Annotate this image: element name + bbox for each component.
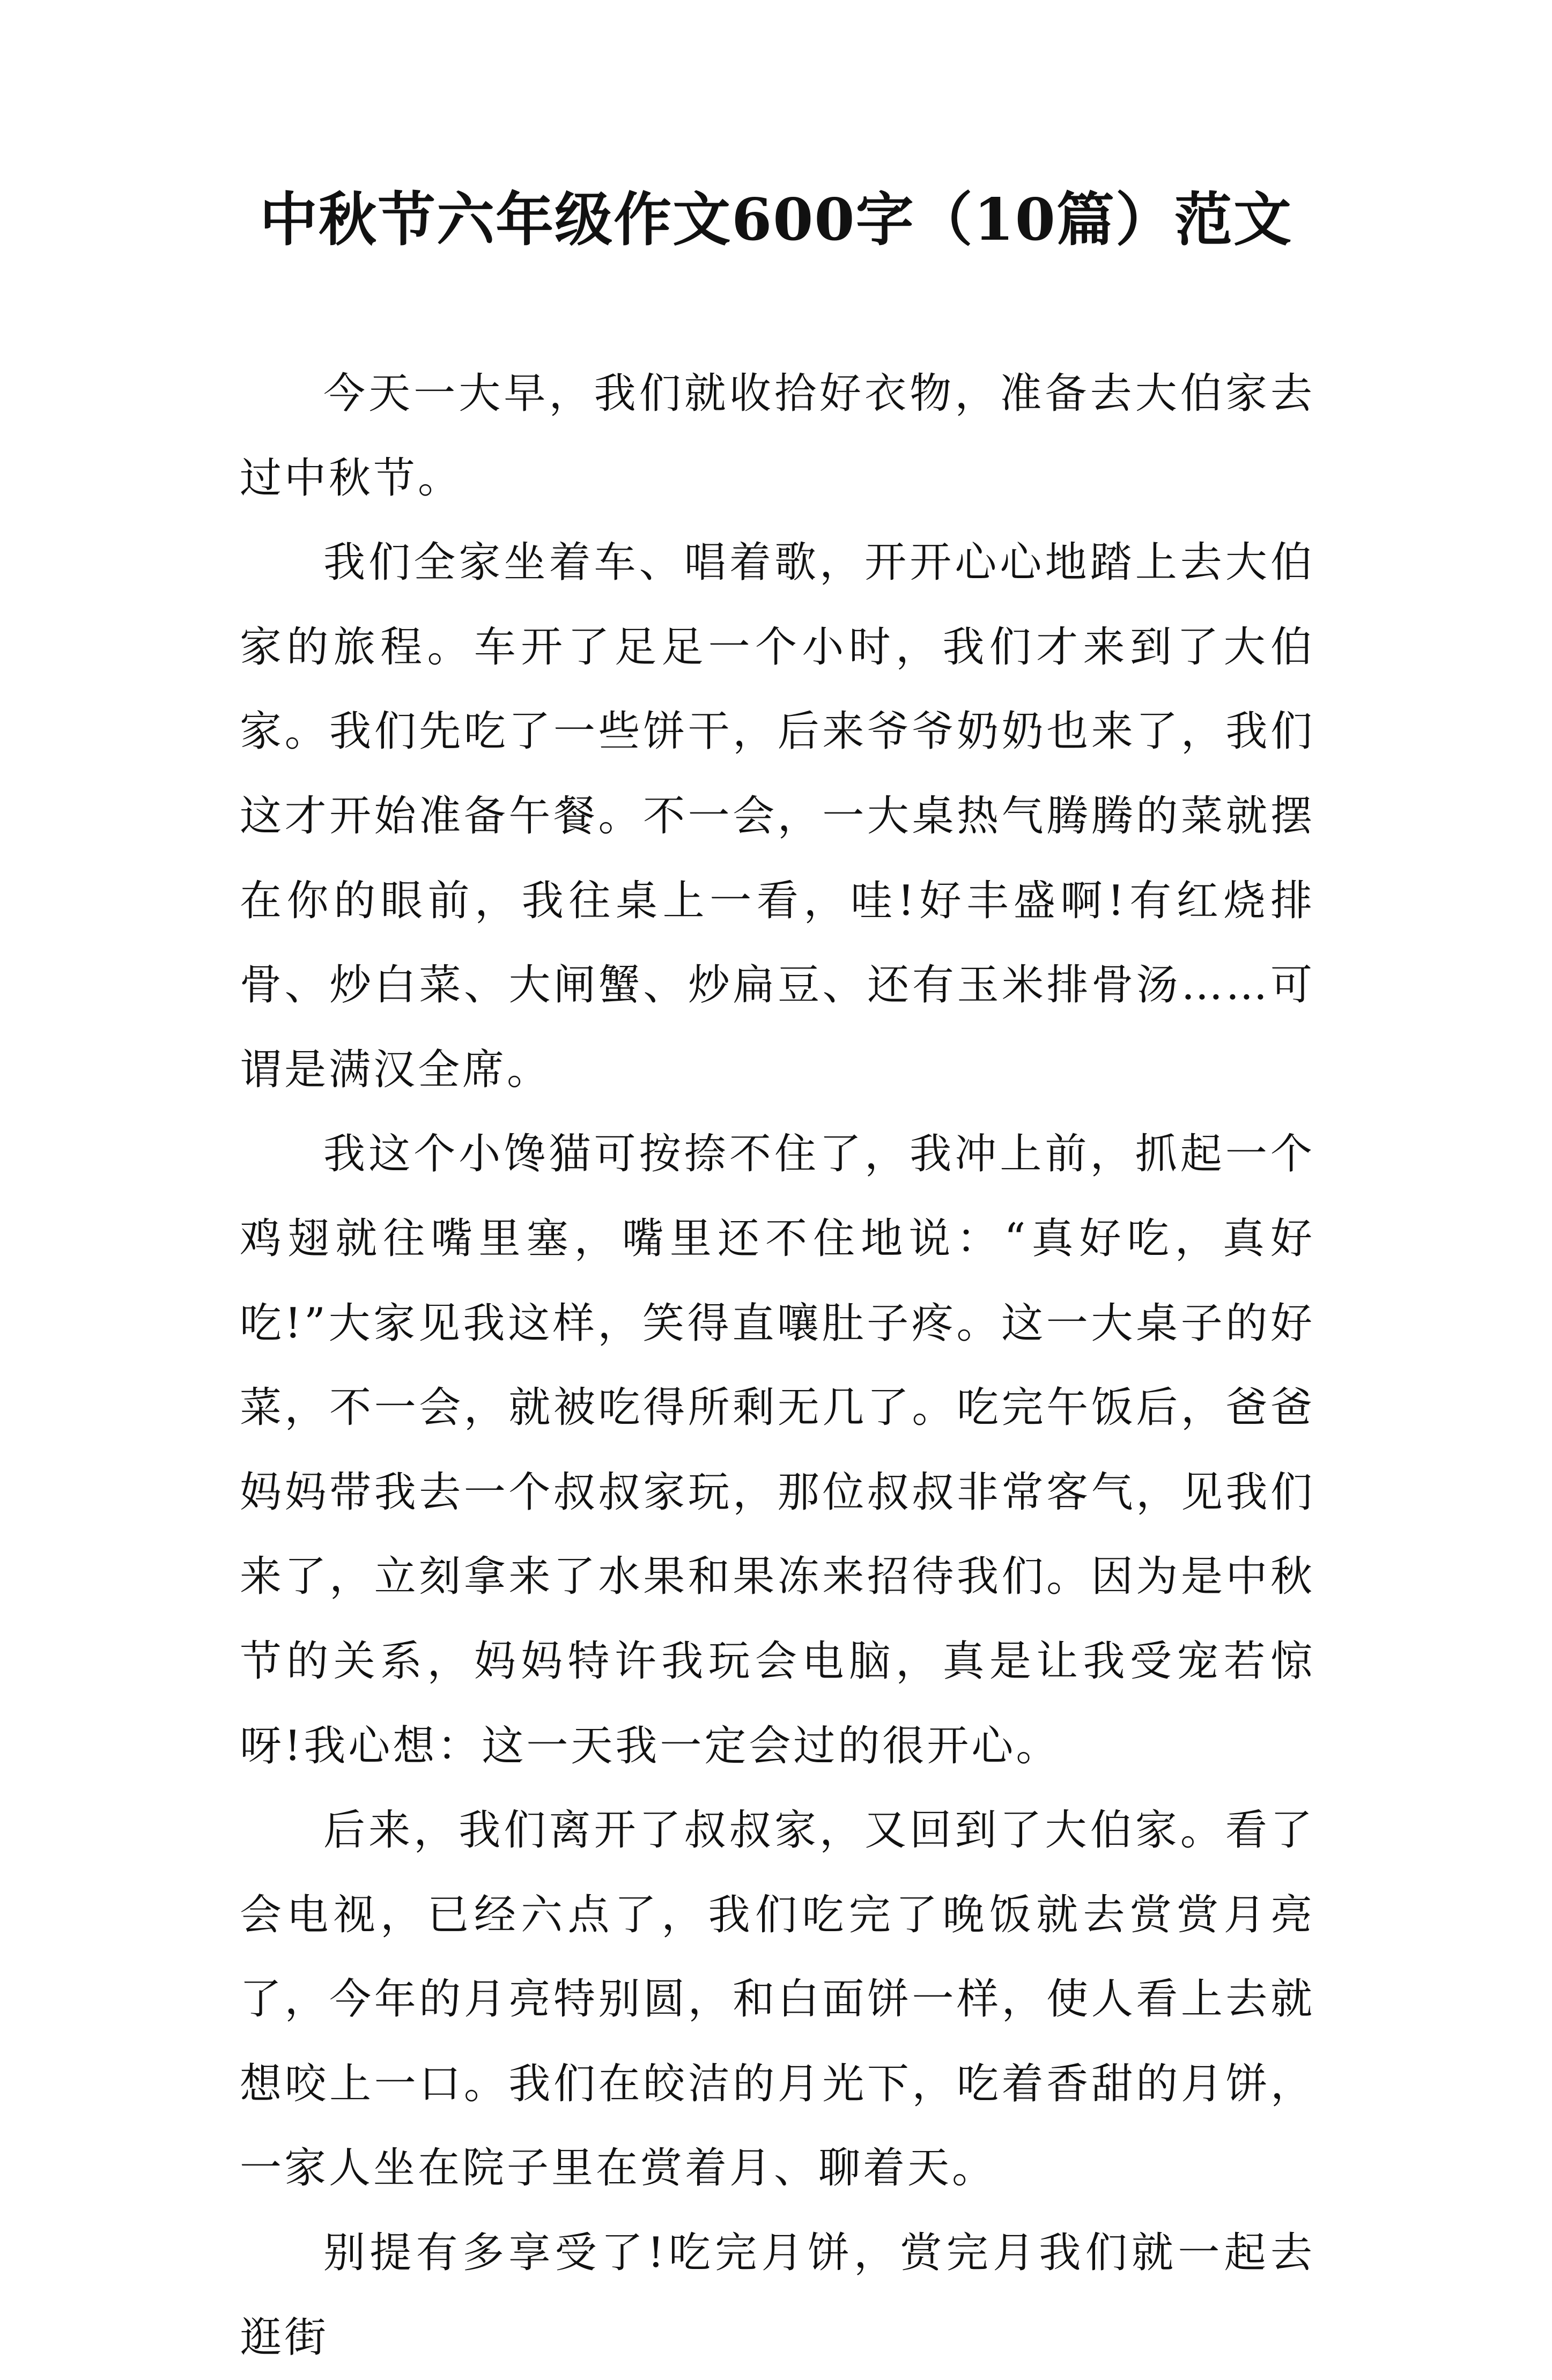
document-title: 中秋节六年级作文600字（10篇）范文	[260, 186, 1292, 254]
paragraph: 我们全家坐着车、唱着歌，开开心心地踏上去大伯家的旅程。车开了足足一个小时，我们才来到了大伯家。我们先吃了一些饼干，后来爷爷奶奶也来了，我们这才开始准备午餐。不一会，一大桌热气腾腾的菜就摆在你的眼前，我往桌上一看，哇!好丰盛啊!有红烧排骨、炒白菜、大闸蟹、炒扁豆、还有玉米排骨汤……可谓是满汉全席。	[240, 538, 1315, 1094]
paragraph: 后来，我们离开了叔叔家，又回到了大伯家。看了会电视，已经六点了，我们吃完了晚饭就去赏赏月亮了，今年的月亮特别圆，和白面饼一样，使人看上去就想咬上一口。我们在皎洁的月光下，吃着香甜的月饼，一家人坐在院子里在赏着月、聊着天。	[240, 1806, 1315, 2193]
paragraph: 今天一大早，我们就收拾好衣物，准备去大伯家去过中秋节。	[240, 369, 1315, 502]
paragraph: 我这个小馋猫可按捺不住了，我冲上前，抓起一个鸡翅就往嘴里塞，嘴里还不住地说：“真好吃，真好吃!”大家见我这样，笑得直嚷肚子疼。这一大桌子的好菜，不一会，就被吃得所剩无几了。吃完午饭后，爸爸妈妈带我去一个叔叔家玩，那位叔叔非常客气，见我们来了，立刻拿来了水果和果冻来招待我们。因为是中秋节的关系，妈妈特许我玩会电脑，真是让我受宠若惊呀!我心想：这一天我一定会过的很开心。	[240, 1130, 1315, 1770]
paragraph: 别提有多享受了!吃完月饼，赏完月我们就一起去逛街	[240, 2229, 1315, 2362]
document-body	[240, 352, 1315, 2380]
